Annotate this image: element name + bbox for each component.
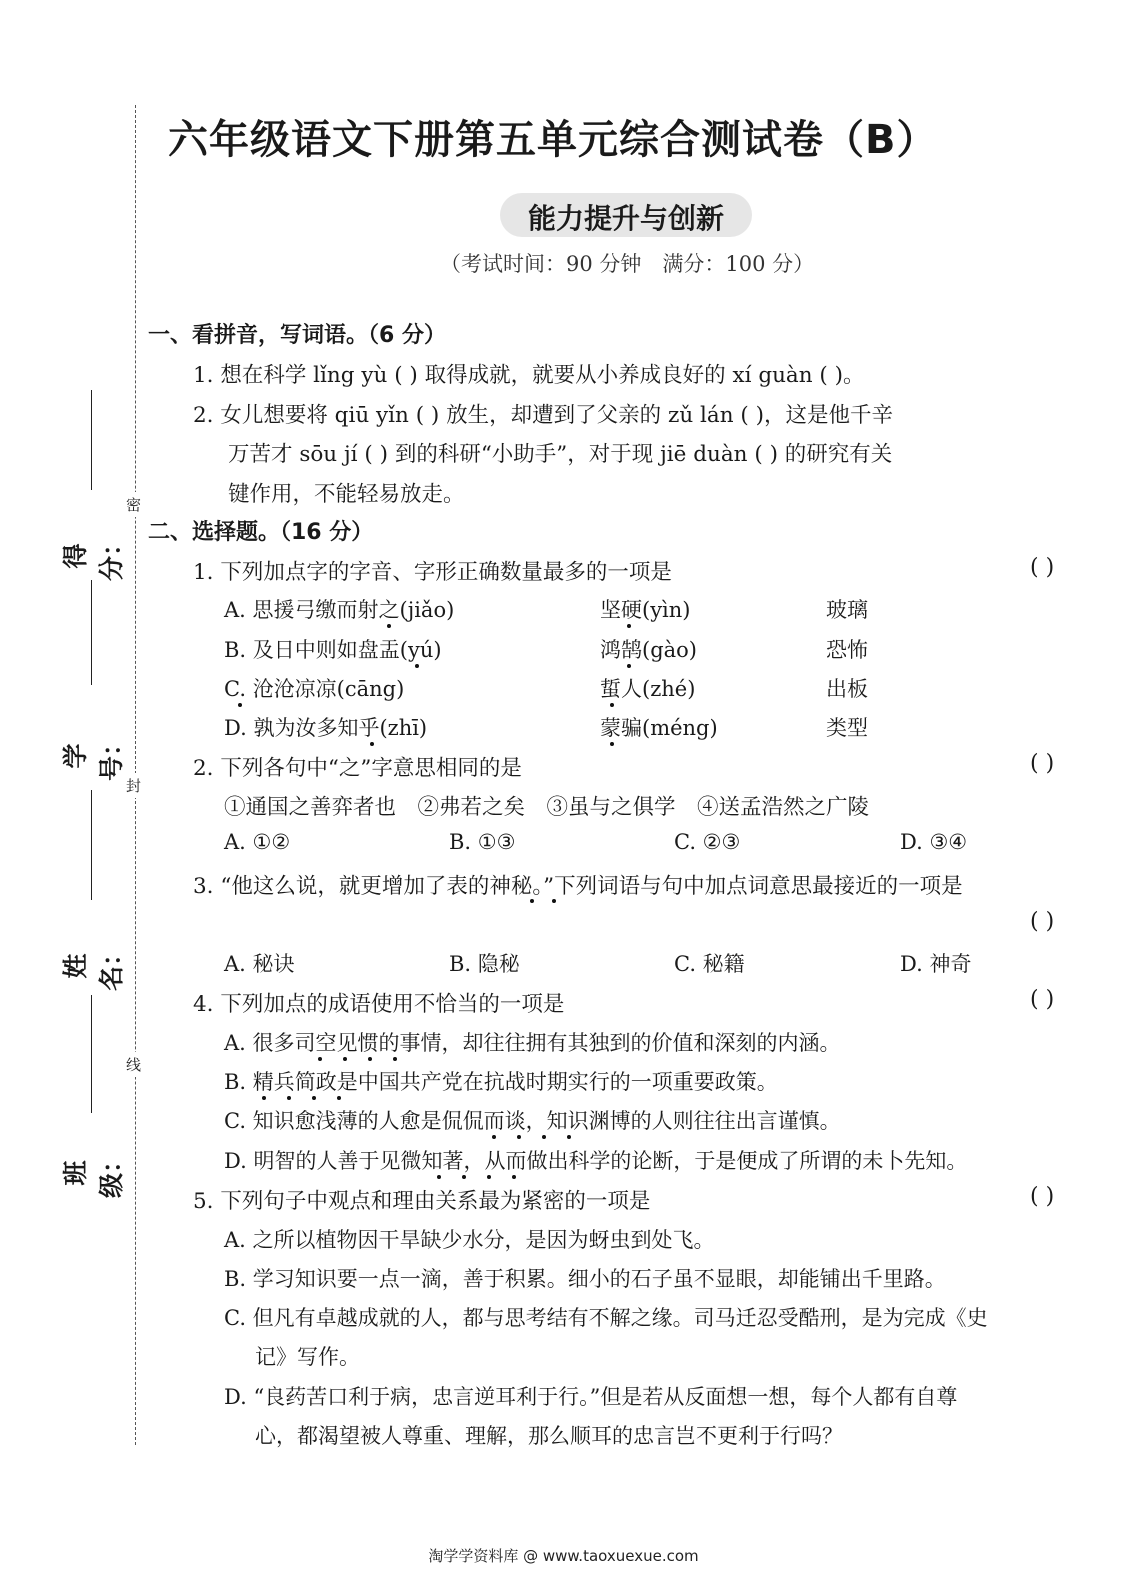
s2-q1-d-col3: 类型 (826, 716, 868, 740)
cut-char-xian: 线 (126, 1052, 141, 1077)
emphasis-dot (542, 1135, 546, 1139)
emphasis-dot (238, 703, 242, 707)
student-id-label: 学号： (61, 731, 126, 782)
s2-q5-option-d-line2: 心，都渴望被人尊重、理解，那么顺耳的忠言岂不更利于行吗？ (255, 1424, 843, 1448)
emphasis-dot (437, 1175, 441, 1179)
s2-q1-stem: 1. 下列加点字的字音、字形正确数量最多的一项是 (193, 560, 672, 585)
s2-q3-stem: 3. “他这么说，就更增加了表的神秘。”下列词语与句中加点词意思最接近的一项是 (193, 874, 963, 899)
s2-q4-answer-bracket: ( ) (1030, 987, 1055, 1012)
s2-q5-option-b: B. 学习知识要一点一滴，善于积累。细小的石子虽不显眼，却能铺出千里路。 (224, 1267, 946, 1291)
s2-q2-option-c: C. ②③ (674, 830, 741, 854)
student-id-line (91, 580, 92, 685)
emphasis-dot (415, 664, 419, 668)
subtitle-badge (500, 193, 752, 237)
s2-q1-b-col1: B. 及日中则如盘盂(yú) (224, 638, 442, 662)
s2-q3-option-d: D. 神奇 (900, 952, 972, 976)
s2-q1-b-col2: 鸿鹄(gào) (600, 638, 697, 662)
s1-q1: 1. 想在科学 lǐng yù ( ) 取得成就，就要从小养成良好的 xí guàn ( )。 (193, 363, 865, 388)
s2-q5-answer-bracket: ( ) (1030, 1184, 1055, 1209)
emphasis-dot (567, 1135, 571, 1139)
s2-q2-stem: 2. 下列各句中“之”字意思相同的是 (193, 756, 522, 781)
emphasis-dot (517, 1135, 521, 1139)
s2-q1-d-col2: 蒙骗(méng) (600, 716, 718, 740)
s2-q1-c-col1: C. 沧沧凉凉(cāng) (224, 677, 405, 701)
s1-q2-line1: 2. 女儿想要将 qiū yǐn ( ) 放生，却遭到了父亲的 zǔ lán ( )，这是他千辛 (193, 403, 893, 428)
cut-char-feng: 封 (126, 773, 141, 798)
emphasis-dot (370, 742, 374, 746)
s2-q1-c-col3: 出板 (826, 677, 868, 701)
section1-heading: 一、看拼音，写词语。（6 分） (148, 323, 446, 348)
s2-q1-b-col3: 恐怖 (826, 638, 868, 662)
emphasis-dot (343, 1057, 347, 1061)
s2-q4-stem: 4. 下列加点的成语使用不恰当的一项是 (193, 992, 565, 1017)
s2-q1-a-col1: A. 思援弓缴而射之(jiǎo) (224, 598, 455, 622)
page-title: 六年级语文下册第五单元综合测试卷（B） (168, 117, 938, 163)
s2-q3-answer-bracket: ( ) (1030, 909, 1055, 934)
emphasis-dot (368, 1057, 372, 1061)
s1-q2-line2: 万苦才 sōu jí ( ) 到的科研“小助手”，对于现 jiē duàn ( ) 的研究有关 (228, 442, 893, 467)
s2-q3-option-c: C. 秘籍 (674, 952, 745, 976)
footer-watermark: 淘学学资料库 @ www.taoxuexue.com (428, 1547, 699, 1565)
emphasis-dot (262, 1096, 266, 1100)
s2-q5-option-a: A. 之所以植物因干旱缺少水分，是因为蚜虫到处飞。 (224, 1228, 715, 1252)
subtitle: 能力提升与创新 (527, 202, 724, 235)
emphasis-dot (610, 703, 614, 707)
s2-q4-option-c: C. 知识愈浅薄的人愈是侃侃而谈，知识渊博的人则往往出言谨慎。 (224, 1109, 841, 1133)
emphasis-dot (393, 1057, 397, 1061)
s2-q1-c-col2: 蜇人(zhé) (600, 677, 696, 701)
emphasis-dot (487, 1175, 491, 1179)
s2-q1-answer-bracket: ( ) (1030, 555, 1055, 580)
emphasis-dot (387, 624, 391, 628)
emphasis-dot (312, 1096, 316, 1100)
s2-q2-option-d: D. ③④ (900, 830, 968, 854)
emphasis-dot (512, 1175, 516, 1179)
emphasis-dot (492, 1135, 496, 1139)
s2-q3-option-a: A. 秘诀 (224, 952, 295, 976)
exam-info: （考试时间：90 分钟 满分：100 分） (440, 252, 815, 276)
s1-q2-line3: 键作用，不能轻易放走。 (228, 482, 465, 507)
section2-heading: 二、选择题。（16 分） (148, 520, 374, 545)
s2-q4-option-d: D. 明智的人善于见微知著，从而做出科学的论断，于是便成了所谓的未卜先知。 (224, 1149, 968, 1173)
s2-q1-d-col1: D. 孰为汝多知乎(zhī) (224, 716, 428, 740)
score-label: 得分： (61, 531, 126, 582)
s2-q5-option-c-line2: 记》写作。 (255, 1345, 360, 1369)
cut-char-mi: 密 (126, 492, 141, 517)
s2-q2-option-b: B. ①③ (449, 830, 516, 854)
score-line (91, 390, 92, 490)
emphasis-dot (287, 1096, 291, 1100)
emphasis-dot (337, 1096, 341, 1100)
s2-q1-a-col3: 玻璃 (826, 598, 868, 622)
s2-q3-option-b: B. 隐秘 (449, 952, 520, 976)
name-line (91, 790, 92, 900)
s2-q2-answer-bracket: ( ) (1030, 751, 1055, 776)
s2-q5-option-d-line1: D. “良药苦口利于病，忠言逆耳利于行。”但是若从反面想一想，每个人都有自尊 (224, 1385, 958, 1409)
emphasis-dot (318, 1057, 322, 1061)
s2-q5-option-c-line1: C. 但凡有卓越成就的人，都与思考结有不解之缘。司马迁忍受酷刑，是为完成《史 (224, 1306, 988, 1330)
s2-q4-option-a: A. 很多司空见惯的事情，却往往拥有其独到的价值和深刻的内涵。 (224, 1031, 841, 1055)
emphasis-dot (627, 664, 631, 668)
class-label: 班级： (61, 1148, 126, 1199)
emphasis-dot (552, 899, 556, 903)
s2-q1-a-col2: 坚硬(yìn) (600, 598, 691, 622)
s2-q2-items: ①通国之善弈者也 ②弗若之矣 ③虽与之俱学 ④送孟浩然之广陵 (224, 795, 870, 820)
emphasis-dot (627, 624, 631, 628)
s2-q4-option-b: B. 精兵简政是中国共产党在抗战时期实行的一项重要政策。 (224, 1070, 778, 1094)
name-label: 姓名： (61, 941, 126, 992)
s2-q2-option-a: A. ①② (224, 830, 291, 854)
emphasis-dot (462, 1175, 466, 1179)
emphasis-dot (530, 899, 534, 903)
emphasis-dot (610, 742, 614, 746)
class-line (91, 995, 92, 1113)
s2-q5-stem: 5. 下列句子中观点和理由关系最为紧密的一项是 (193, 1189, 651, 1214)
